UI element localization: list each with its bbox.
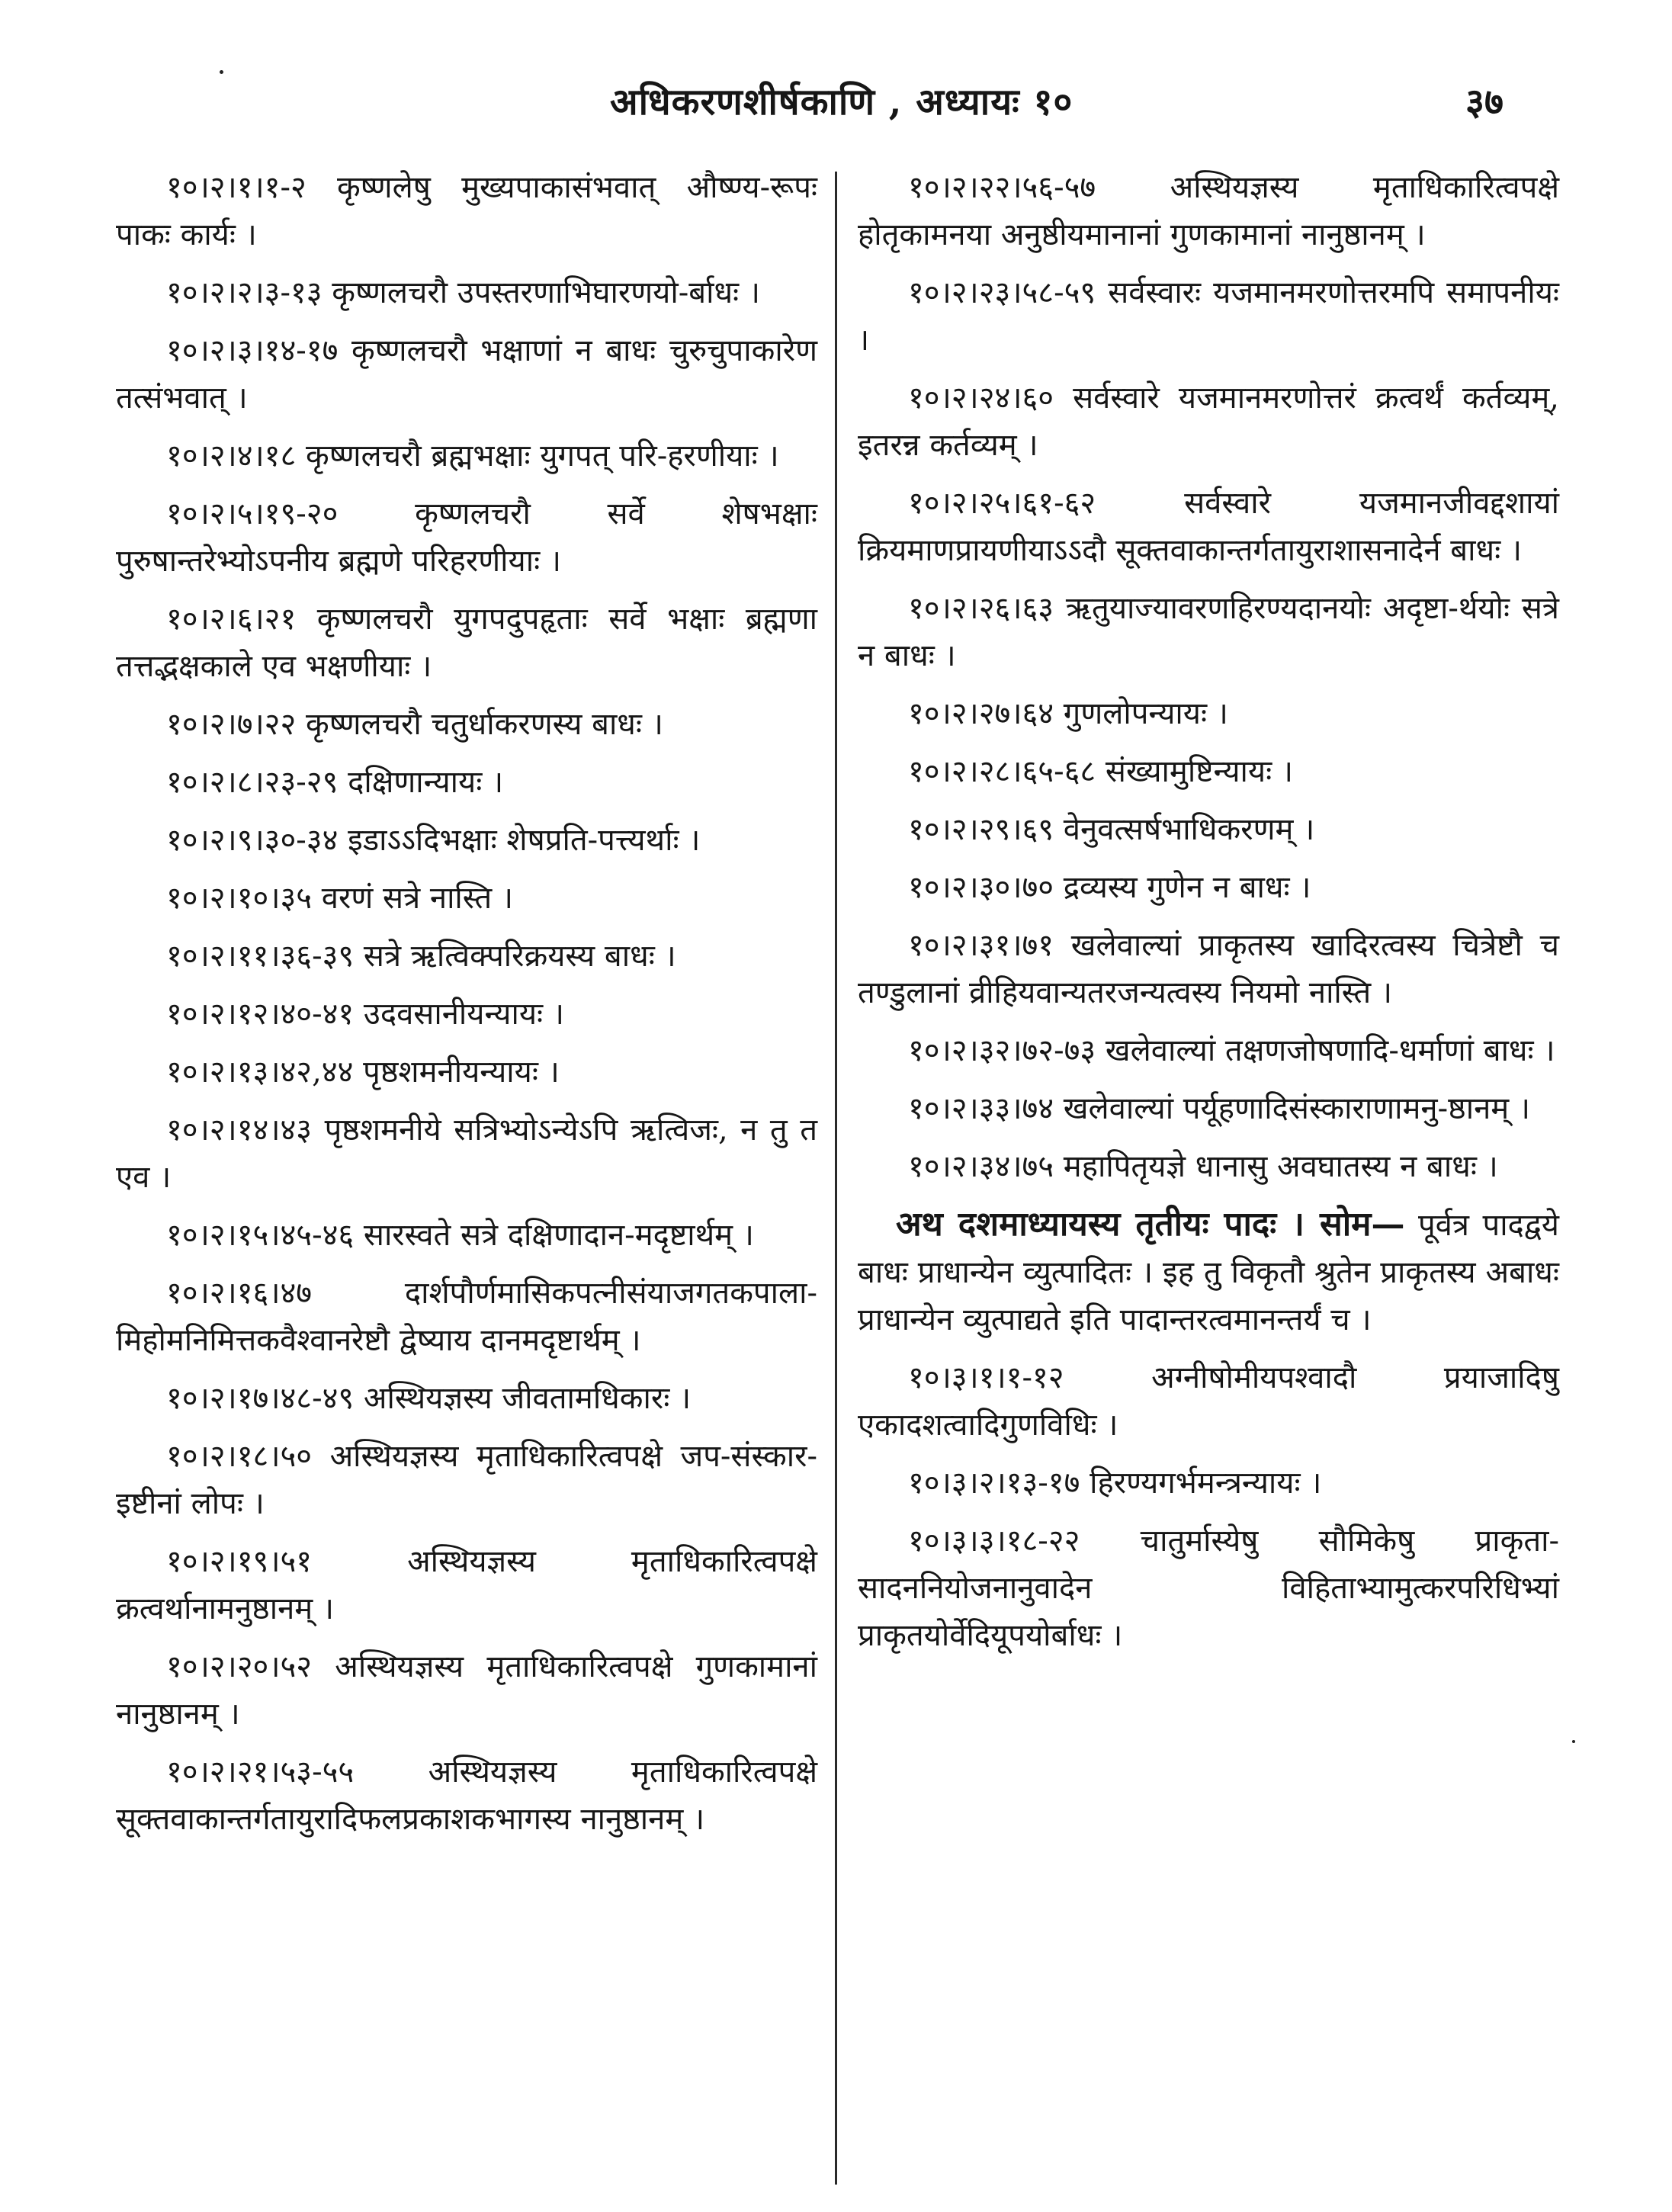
index-entry: १०।२।२६।६३ ऋतुयाज्यावरणहिरण्यदानयोः अदृष्टा-र्थयोः सत्रे न बाधः ।	[858, 591, 1559, 673]
index-entry: १०।२।२७।६४ गुणलोपन्यायः ।	[908, 696, 1228, 731]
index-entry: १०।२।६।२१ कृष्णलचरौ युगपदुपहृताः सर्वे भक्षाः ब्रह्मणा तत्तद्भक्षकाले एव भक्षणीयाः ।	[116, 602, 817, 684]
index-entry: १०।२।८।२३-२९ दक्षिणान्यायः ।	[166, 765, 504, 800]
section-intro: पूर्वत्र पादद्वये बाधः प्राधान्येन व्युत्पादितः । इह तु विकृतौ श्रुतेन प्राकृतस्य अबाधः प्राधान्येन व्युत्पाद्यते इति पादान्तरत्वमानन्तर्यं च ।	[858, 1208, 1559, 1337]
index-entry: १०।२।१८।५० अस्थियज्ञस्य मृताधिकारित्वपक्षे जप-संस्कार-इष्टीनां लोपः ।	[116, 1439, 817, 1521]
index-entry: १०।२।१९।५१ अस्थियज्ञस्य मृताधिकारित्वपक्षे क्रत्वर्थानामनुष्ठानम् ।	[116, 1544, 817, 1626]
index-entry: १०।३।२।१३-१७ हिरण्यगर्भमन्त्रन्यायः ।	[908, 1466, 1322, 1501]
index-entry: १०।२।१।१-२ कृष्णलेषु मुख्यपाकासंभवात् औष्ण्य-रूपः पाकः कार्यः ।	[116, 170, 817, 252]
index-entry: १०।२।१७।४८-४९ अस्थियज्ञस्य जीवतामधिकारः ।	[166, 1381, 692, 1416]
index-entry: १०।२।१६।४७ दार्शपौर्णमासिकपत्नीसंयाजगतकपाला-मिहोमनिमित्तकवैश्वानरेष्टौ द्वेष्याय दानमदृष्टार्थम् ।	[116, 1276, 817, 1358]
index-entry: १०।२।५।१९-२० कृष्णलचरौ सर्वे शेषभक्षाः पुरुषान्तरेभ्योऽपनीय ब्रह्मणे परिहरणीयाः ।	[116, 496, 817, 579]
column-divider	[835, 172, 837, 2185]
index-entry: १०।२।१२।४०-४१ उदवसानीयन्यायः ।	[166, 997, 564, 1032]
index-entry: १०।२।२३।५८-५९ सर्वस्वारः यजमानमरणोत्तरमपि समापनीयः ।	[858, 275, 1559, 358]
index-entry: १०।२।३१।७१ खलेवाल्यां प्राकृतस्य खादिरत्वस्य चित्रेष्टौ च तण्डुलानां व्रीहियवान्यतरजन्यत्वस्य नियमो नास्ति ।	[858, 928, 1559, 1010]
index-entry: १०।२।३२।७२-७३ खलेवाल्यां तक्षणजोषणादि-धर्माणां बाधः ।	[908, 1033, 1555, 1068]
page-header	[0, 76, 1672, 145]
page-number: ३७	[1465, 81, 1504, 124]
index-entry: १०।२।२९।६९ वेनुवत्सर्षभाधिकरणम् ।	[908, 812, 1315, 847]
index-entry: १०।२।२५।६१-६२ सर्वस्वारे यजमानजीवद्दशायां क्रियमाणप्रायणीयाऽऽदौ सूक्तवाकान्तर्गतायुराशासनादेर्न बाधः ।	[858, 486, 1559, 568]
index-entry: १०।२।७।२२ कृष्णलचरौ चतुर्धाकरणस्य बाधः ।	[166, 707, 663, 742]
index-entry: १०।२।३४।७५ महापितृयज्ञे धानासु अवघातस्य न बाधः ।	[908, 1149, 1498, 1184]
index-entry: १०।२।१४।४३ पृष्ठशमनीये सत्रिभ्योऽन्येऽपि ऋत्विजः, न तु त एव ।	[116, 1112, 817, 1195]
section-heading: अथ दशमाध्यायस्य तृतीयः पादः । सोम—	[896, 1205, 1405, 1244]
running-title: अधिकरणशीर्षकाणि , अध्यायः १०	[610, 81, 1073, 124]
index-entry: १०।२।२१।५३-५५ अस्थियज्ञस्य मृताधिकारित्वपक्षे सूक्तवाकान्तर्गतायुरादिफलप्रकाशकभागस्य नानुष्ठानम् ।	[116, 1755, 817, 1837]
index-entry: १०।२।२८।६५-६८ संख्यामुष्टिन्यायः ।	[908, 754, 1294, 789]
index-entry: १०।२।३।१४-१७ कृष्णलचरौ भक्षाणां न बाधः चुरुचुपाकारेण तत्संभवात् ।	[116, 333, 817, 416]
index-entry: १०।२।११।३६-३९ सत्रे ऋत्विक्परिक्रयस्य बाधः ।	[166, 939, 676, 974]
index-entry: १०।२।१५।४५-४६ सारस्वते सत्रे दक्षिणादान-मदृष्टार्थम् ।	[166, 1218, 754, 1253]
left-column	[116, 164, 817, 1854]
index-entry: १०।२।२०।५२ अस्थियज्ञस्य मृताधिकारित्वपक्षे गुणकामानां नानुष्ठानम् ।	[116, 1649, 817, 1732]
speck-mark	[1572, 1740, 1575, 1743]
index-entry: १०।३।१।१-१२ अग्नीषोमीयपश्वादौ प्रयाजादिषु एकादशत्वादिगुणविधिः ।	[858, 1360, 1559, 1443]
index-entry: १०।२।२४।६० सर्वस्वारे यजमानमरणोत्तरं क्रत्वर्थं कर्तव्यम्, इतरन्न कर्तव्यम् ।	[858, 380, 1559, 463]
index-entry: १०।२।३०।७० द्रव्यस्य गुणेन न बाधः ।	[908, 870, 1311, 905]
index-entry: १०।२।३३।७४ खलेवाल्यां पर्यूहणादिसंस्काराणामनु-ष्ठानम् ।	[908, 1091, 1531, 1126]
speck-mark	[220, 70, 223, 74]
right-column	[858, 164, 1559, 1670]
index-entry: १०।२।१३।४२,४४ पृष्ठशमनीयन्यायः ।	[166, 1055, 560, 1090]
section-block	[858, 1201, 1559, 1344]
index-entry: १०।२।४।१८ कृष्णलचरौ ब्रह्मभक्षाः युगपत् परि-हरणीयाः ।	[166, 438, 779, 474]
index-entry: १०।२।२२।५६-५७ अस्थियज्ञस्य मृताधिकारित्वपक्षे होतृकामनया अनुष्ठीयमानानां गुणकामानां नानुष्ठानम् ।	[858, 170, 1559, 252]
index-entry: १०।२।९।३०-३४ इडाऽऽदिभक्षाः शेषप्रति-पत्त्यर्थाः ।	[166, 823, 701, 858]
index-entry: १०।२।२।३-१३ कृष्णलचरौ उपस्तरणाभिघारणयो-र्बाधः ।	[166, 275, 761, 310]
index-entry: १०।२।१०।३५ वरणं सत्रे नास्ति ।	[166, 881, 514, 916]
index-entry: १०।३।३।१८-२२ चातुर्मास्येषु सौमिकेषु प्राकृता-सादननियोजनानुवादेन विहिताभ्यामुत्करपरिधिभ्यां प्राकृतयोर्वेदियूपयोर्बाधः ।	[858, 1523, 1559, 1653]
